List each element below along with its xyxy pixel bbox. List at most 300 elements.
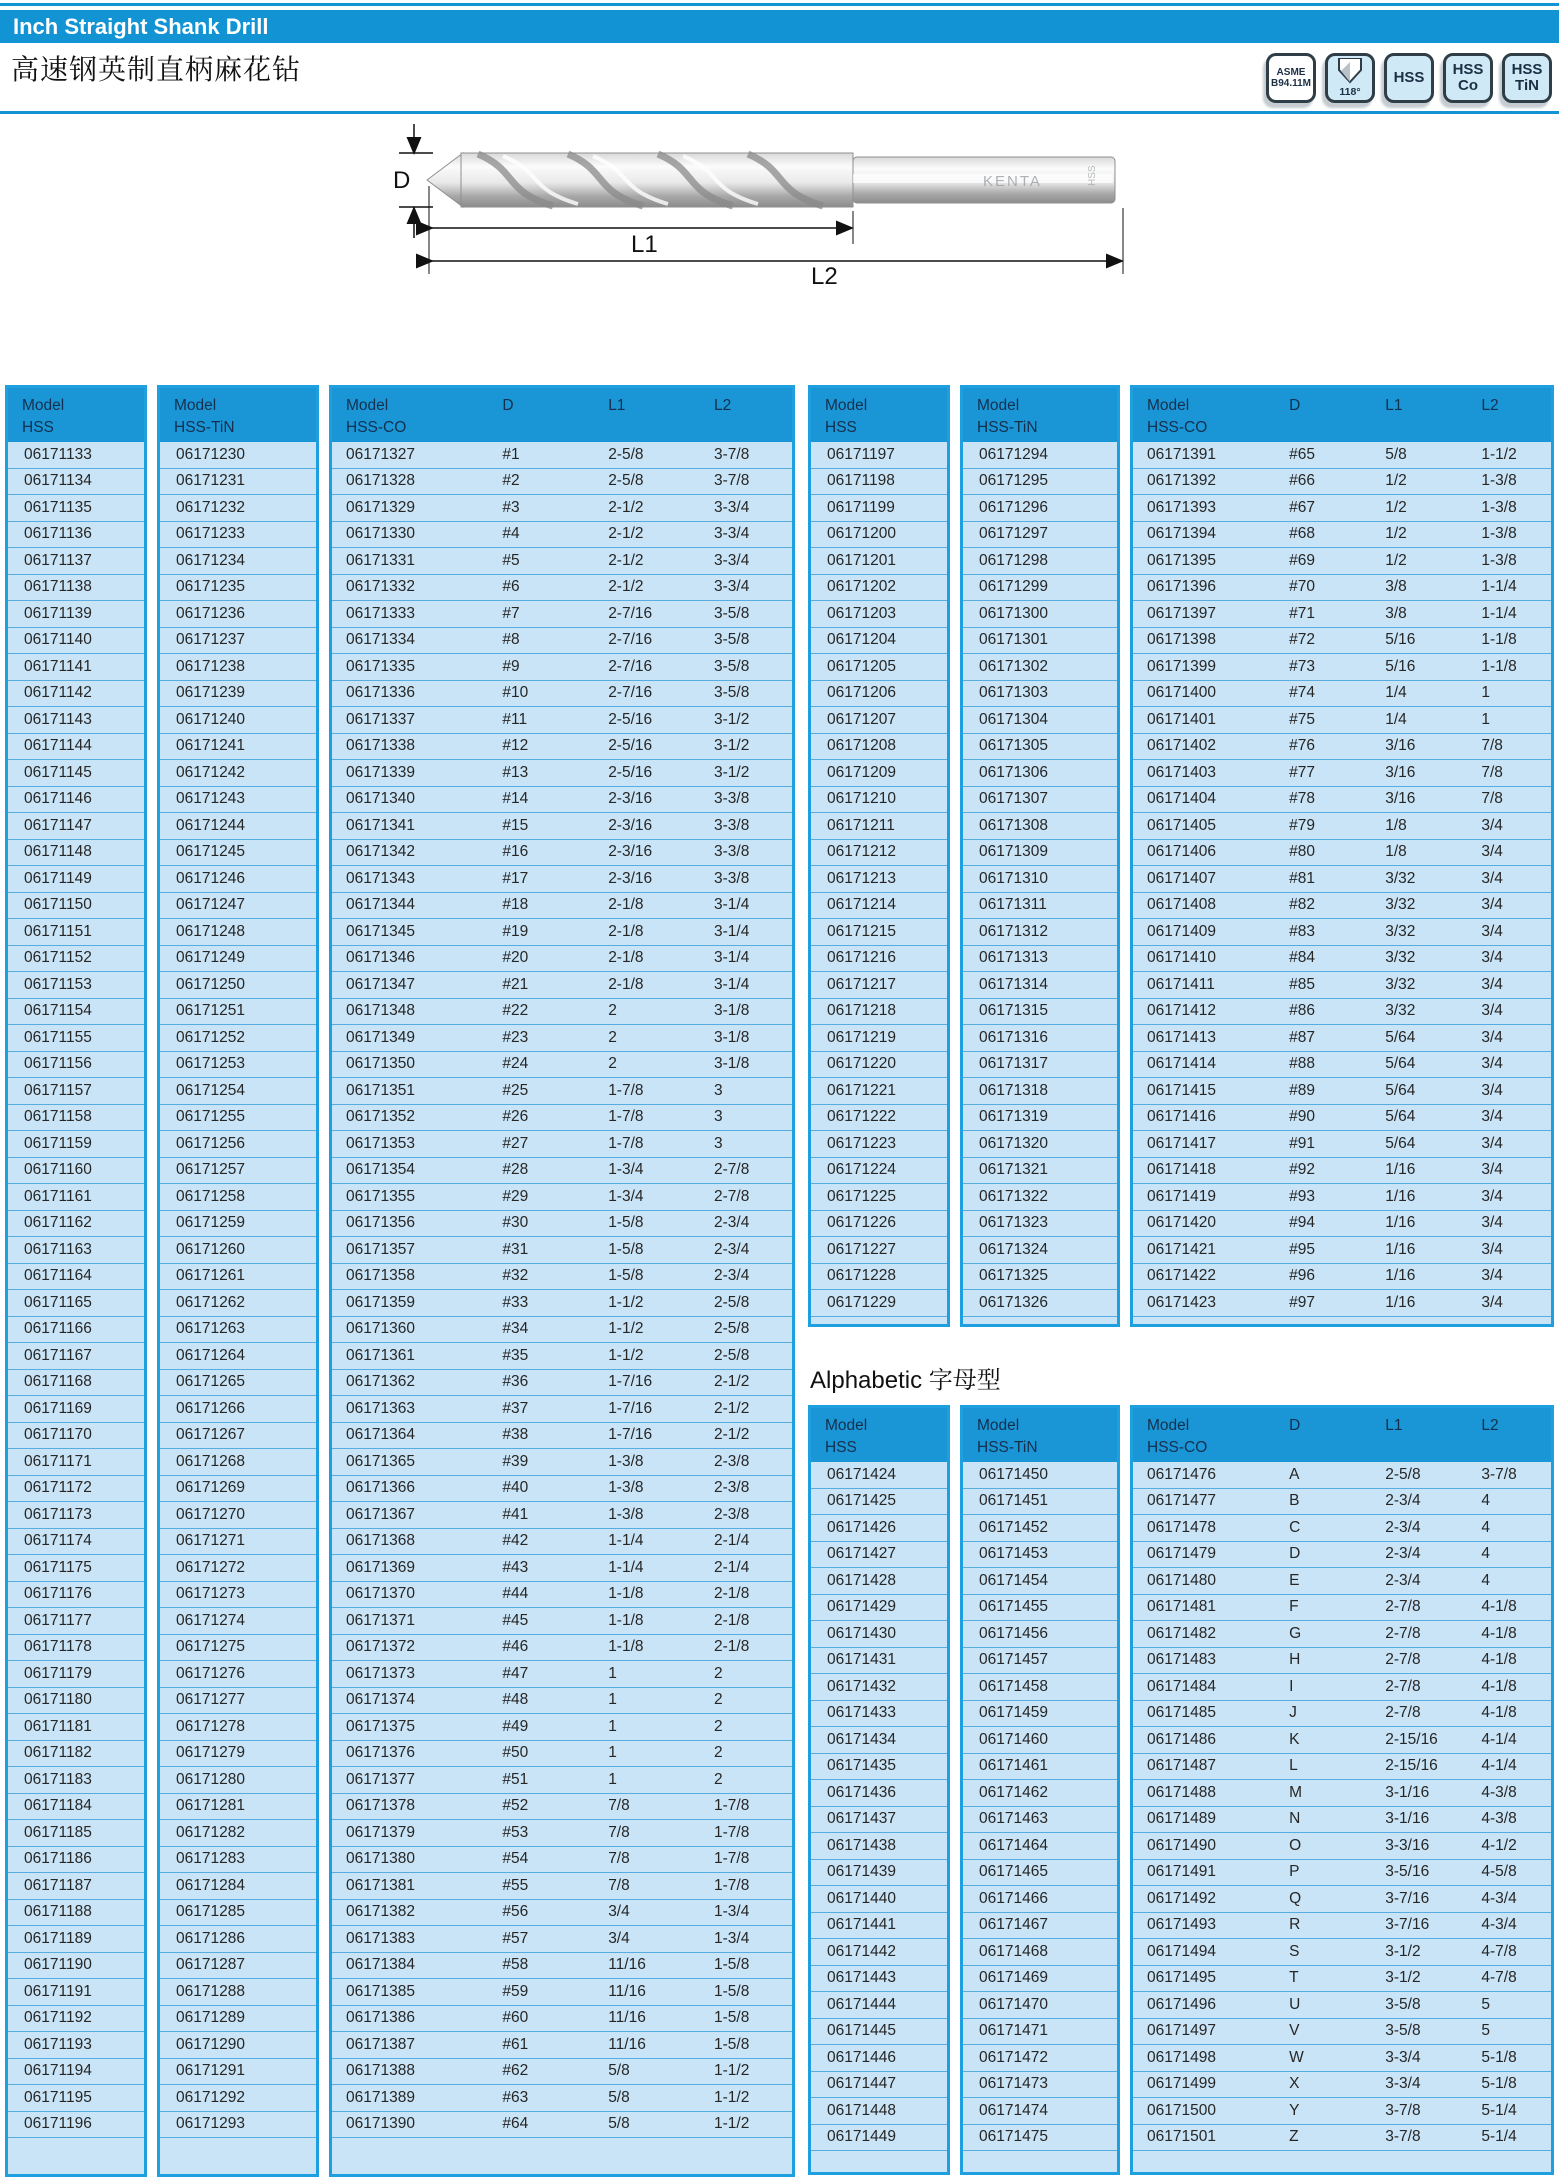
table-cell: S — [1289, 1942, 1300, 1960]
table-cell: 06171398 — [1147, 631, 1216, 649]
table-row — [332, 866, 792, 893]
table-cell: 06171428 — [827, 1571, 896, 1589]
table-cell: #8 — [502, 631, 520, 649]
table-cell: 06171246 — [176, 869, 245, 887]
wire-gauge-table-right — [808, 385, 1554, 1327]
table-cell: #61 — [502, 2035, 529, 2053]
table-cell: 06171413 — [1147, 1028, 1216, 1046]
table-cell: 06171498 — [1147, 2048, 1216, 2066]
table-row — [1133, 866, 1551, 893]
table-cell: 06171184 — [24, 1797, 92, 1815]
table-cell: 2-7/8 — [1385, 1598, 1421, 1616]
table-row — [160, 1237, 316, 1264]
table-cell: 06171225 — [827, 1187, 896, 1205]
table-row — [8, 1688, 144, 1715]
table-row — [332, 628, 792, 655]
table-cell: 06171484 — [1147, 1677, 1216, 1695]
table-cell: 06171163 — [24, 1240, 92, 1258]
table-row — [811, 999, 947, 1026]
table-row — [963, 2072, 1117, 2099]
table-row — [332, 442, 792, 469]
table-cell: 2-3/16 — [608, 790, 653, 808]
table-cell: 06171148 — [24, 843, 92, 861]
table-row — [332, 1317, 792, 1344]
table-cell: 2-3/8 — [713, 1452, 750, 1470]
table-row — [1133, 1515, 1551, 1542]
table-cell: 3-5/8 — [713, 604, 750, 622]
table-cell: 06171286 — [176, 1929, 245, 1947]
shank-marking: KENTA — [983, 173, 1042, 190]
table-row — [332, 946, 792, 973]
shank-marking-2: HSS — [1087, 165, 1098, 186]
table-cell: 3-5/16 — [1385, 1863, 1430, 1881]
table-row — [160, 681, 316, 708]
table-cell: 06171437 — [827, 1810, 896, 1828]
table-row — [1133, 787, 1551, 814]
table-cell: 06171273 — [176, 1585, 245, 1603]
table-row — [811, 1621, 947, 1648]
table-row — [8, 654, 144, 681]
table-cell: 5/16 — [1385, 631, 1416, 649]
table-cell: 1-7/16 — [608, 1373, 653, 1391]
table-cell: U — [1289, 1995, 1301, 2013]
table-cell: 06171423 — [1147, 1293, 1216, 1311]
table-cell: #80 — [1289, 843, 1315, 861]
table-cell: 3-1/4 — [713, 896, 750, 914]
table-cell: 3-3/4 — [713, 498, 750, 516]
table-cell: 1/2 — [1385, 551, 1407, 569]
table-cell: 06171329 — [346, 498, 415, 516]
table-cell: #23 — [502, 1028, 529, 1046]
table-cell: 06171209 — [827, 763, 896, 781]
table-row — [1133, 1105, 1551, 1132]
table-row — [332, 972, 792, 999]
table-row — [811, 2072, 947, 2099]
table-cell: 06171137 — [24, 551, 92, 569]
table-cell: 3-1/16 — [1385, 1810, 1430, 1828]
table-cell: 06171453 — [979, 1545, 1048, 1563]
table-cell: 2-3/8 — [713, 1505, 750, 1523]
table-row — [1133, 1674, 1551, 1701]
table-cell: 06171150 — [24, 896, 92, 914]
table-cell: #70 — [1289, 578, 1315, 596]
table-row — [811, 1860, 947, 1887]
table-row — [811, 1515, 947, 1542]
table-cell: 06171243 — [176, 790, 245, 808]
table-row — [8, 813, 144, 840]
table-row — [811, 707, 947, 734]
table-row — [811, 2125, 947, 2152]
table-row — [1133, 442, 1551, 469]
table-cell: 2-7/16 — [608, 604, 653, 622]
table-cell: 06171138 — [24, 578, 92, 596]
table-row — [8, 787, 144, 814]
table-cell: 3/4 — [1481, 975, 1503, 993]
table-cell: #36 — [502, 1373, 529, 1391]
table-row — [963, 628, 1117, 655]
table-cell: #73 — [1289, 657, 1315, 675]
table-row — [8, 1714, 144, 1741]
table-cell: 06171444 — [827, 1995, 896, 2013]
table-cell: 06171190 — [24, 1956, 92, 1974]
table-cell: 06171363 — [346, 1399, 415, 1417]
table-row — [963, 1807, 1117, 1834]
table-cell: 06171330 — [346, 525, 415, 543]
table-cell: 2-5/8 — [608, 445, 644, 463]
table-row — [8, 1555, 144, 1582]
table-cell: 3/16 — [1385, 737, 1416, 755]
table-row — [811, 601, 947, 628]
table-cell: #6 — [502, 578, 520, 596]
table-cell: 06171383 — [346, 1929, 415, 1947]
table-cell: 06171275 — [176, 1638, 245, 1656]
table-cell: C — [1289, 1518, 1301, 1536]
table-cell: 3/4 — [1481, 1240, 1503, 1258]
table-cell: 06171461 — [979, 1757, 1048, 1775]
table-row — [1133, 1807, 1551, 1834]
table-row — [160, 1688, 316, 1715]
column-header: Model D L1 L2 HSS-CO — [332, 388, 792, 442]
table-row — [963, 1025, 1117, 1052]
table-cell: 06171153 — [24, 975, 92, 993]
table-cell: 1-3/8 — [608, 1452, 644, 1470]
table-cell: 2-1/2 — [608, 498, 644, 516]
table-row — [963, 919, 1117, 946]
table-row — [811, 1992, 947, 2019]
table-cell: B — [1289, 1492, 1300, 1510]
table-cell: 06171263 — [176, 1320, 245, 1338]
table-cell: 06171478 — [1147, 1518, 1216, 1536]
table-row — [332, 760, 792, 787]
table-cell: 2-1/8 — [608, 949, 644, 967]
table-row — [160, 469, 316, 496]
table-cell: 2-5/16 — [608, 763, 653, 781]
table-row — [160, 1184, 316, 1211]
table-cell: 06171147 — [24, 816, 92, 834]
table-cell: 3/4 — [1481, 1108, 1503, 1126]
table-cell: 06171407 — [1147, 869, 1216, 887]
table-row — [332, 1847, 792, 1874]
table-row — [8, 866, 144, 893]
table-cell: 06171446 — [827, 2048, 896, 2066]
table-cell: 06171155 — [24, 1028, 92, 1046]
table-cell: 06171293 — [176, 2115, 245, 2133]
table-cell: 06171202 — [827, 578, 896, 596]
table-cell: 06171323 — [979, 1214, 1048, 1232]
table-cell: #35 — [502, 1346, 529, 1364]
table-cell: 06171429 — [827, 1598, 896, 1616]
table-cell: 06171390 — [346, 2115, 415, 2133]
table-cell: 06171321 — [979, 1161, 1048, 1179]
table-cell: 06171238 — [176, 657, 245, 675]
table-cell: 06171291 — [176, 2062, 245, 2080]
table-row — [332, 1714, 792, 1741]
table-cell: 06171406 — [1147, 843, 1216, 861]
table-row — [811, 1025, 947, 1052]
table-row — [8, 2059, 144, 2086]
table-cell: 06171485 — [1147, 1704, 1216, 1722]
table-cell: #90 — [1289, 1108, 1315, 1126]
table-cell: 1-5/8 — [608, 1267, 644, 1285]
table-cell: #83 — [1289, 922, 1315, 940]
table-cell: 3-1/2 — [1385, 1969, 1421, 1987]
table-cell: 1-3/8 — [608, 1505, 644, 1523]
table-row — [8, 999, 144, 1026]
table-cell: 1-3/8 — [1481, 498, 1517, 516]
table-cell: 7/8 — [1481, 763, 1503, 781]
table-cell: 06171476 — [1147, 1465, 1216, 1483]
table-cell: 06171217 — [827, 975, 896, 993]
table-row — [8, 919, 144, 946]
table-cell: 06171269 — [176, 1479, 245, 1497]
table-cell: 06171196 — [24, 2115, 92, 2133]
table-cell: 2 — [713, 1664, 723, 1682]
table-row — [811, 1595, 947, 1622]
table-row — [1133, 2125, 1551, 2152]
table-row — [8, 1052, 144, 1079]
hss-badge — [1384, 53, 1434, 103]
table-row — [8, 707, 144, 734]
table-cell: #64 — [502, 2115, 529, 2133]
spec-badges — [1266, 53, 1552, 103]
table-cell: 1-5/8 — [713, 2035, 750, 2053]
table-cell: 06171339 — [346, 763, 415, 781]
table-cell: 06171262 — [176, 1293, 245, 1311]
table-cell: 1-1/2 — [608, 1346, 644, 1364]
table-row — [332, 1767, 792, 1794]
table-row — [8, 1582, 144, 1609]
table-cell: 3-1/2 — [713, 737, 750, 755]
table-row — [160, 1529, 316, 1556]
table-cell: #53 — [502, 1823, 529, 1841]
table-row — [160, 1502, 316, 1529]
table-cell: 06171395 — [1147, 551, 1216, 569]
table-cell: 7/8 — [1481, 790, 1503, 808]
table-row — [160, 1820, 316, 1847]
table-cell: 3-7/8 — [1385, 2101, 1421, 2119]
table-cell: 06171172 — [24, 1479, 92, 1497]
table-cell: 1-7/8 — [713, 1850, 750, 1868]
table-cell: 06171230 — [176, 445, 245, 463]
table-row — [1133, 2098, 1551, 2125]
table-row — [811, 469, 947, 496]
table-cell: 06171414 — [1147, 1055, 1216, 1073]
table-cell: 06171351 — [346, 1081, 415, 1099]
l2-label: L2 — [811, 263, 838, 288]
table-row — [332, 1820, 792, 1847]
table-cell: 06171213 — [827, 869, 896, 887]
table-cell: 06171357 — [346, 1240, 415, 1258]
table-cell: #39 — [502, 1452, 529, 1470]
table-cell: 06171159 — [24, 1134, 92, 1152]
table-row — [332, 522, 792, 549]
table-cell: 4-7/8 — [1481, 1969, 1517, 1987]
table-row — [160, 1078, 316, 1105]
table-row — [160, 760, 316, 787]
table-cell: 06171192 — [24, 2009, 92, 2027]
table-cell: 06171313 — [979, 949, 1048, 967]
table-cell: 1-7/8 — [713, 1823, 750, 1841]
table-row — [8, 522, 144, 549]
table-cell: 1-1/8 — [608, 1638, 644, 1656]
table-cell: #21 — [502, 975, 529, 993]
table-row — [811, 1078, 947, 1105]
table-cell: 3-3/8 — [713, 869, 750, 887]
alphabetic-section-heading: Alphabetic 字母型 — [810, 1367, 1001, 1394]
table-cell: 06171418 — [1147, 1161, 1216, 1179]
table-cell: 06171296 — [979, 498, 1048, 516]
table-cell: 06171234 — [176, 551, 245, 569]
table-row — [160, 972, 316, 999]
table-row — [1133, 707, 1551, 734]
table-cell: #95 — [1289, 1240, 1315, 1258]
table-row — [332, 999, 792, 1026]
table-cell: 06171344 — [346, 896, 415, 914]
table-row — [963, 1568, 1117, 1595]
table-cell: 06171334 — [346, 631, 415, 649]
table-cell: 06171135 — [24, 498, 92, 516]
table-row — [8, 1635, 144, 1662]
table-row — [332, 1502, 792, 1529]
table-cell: 2-5/8 — [713, 1346, 750, 1364]
table-cell: 06171311 — [979, 896, 1047, 914]
table-row — [963, 866, 1117, 893]
table-row — [1133, 1992, 1551, 2019]
table-cell: 06171175 — [24, 1558, 92, 1576]
table-cell: 1-3/4 — [713, 1903, 750, 1921]
table-cell: #68 — [1289, 525, 1315, 543]
table-cell: 06171373 — [346, 1664, 415, 1682]
table-row — [8, 601, 144, 628]
table-cell: #43 — [502, 1558, 529, 1576]
table-cell: #71 — [1289, 604, 1315, 622]
table-cell: #49 — [502, 1717, 529, 1735]
table-row — [160, 2085, 316, 2112]
table-cell: 06171333 — [346, 604, 415, 622]
table-cell: 06171188 — [24, 1903, 92, 1921]
table-row — [1133, 548, 1551, 575]
table-cell: 1-1/2 — [1481, 445, 1517, 463]
table-cell: 06171164 — [24, 1267, 92, 1285]
table-cell: 06171375 — [346, 1717, 415, 1735]
table-row — [332, 1476, 792, 1503]
table-cell: L — [1289, 1757, 1298, 1775]
table-row — [160, 1741, 316, 1768]
table-cell: 06171445 — [827, 2022, 896, 2040]
table-cell: 3/4 — [1481, 1161, 1503, 1179]
table-row — [332, 2059, 792, 2086]
table-cell: 1-1/8 — [1481, 657, 1517, 675]
table-cell: 06171178 — [24, 1638, 92, 1656]
table-row — [1133, 1886, 1551, 1913]
table-cell: 06171316 — [979, 1028, 1048, 1046]
table-cell: 2-3/4 — [713, 1267, 750, 1285]
table-cell: 06171361 — [346, 1346, 415, 1364]
table-cell: 3/4 — [1481, 869, 1503, 887]
table-row — [811, 1489, 947, 1516]
table-row — [332, 1582, 792, 1609]
table-row — [8, 1476, 144, 1503]
table-row — [963, 1966, 1117, 1993]
table-cell: 06171439 — [827, 1863, 896, 1881]
table-cell: 3-3/8 — [713, 843, 750, 861]
table-cell: 06171257 — [176, 1161, 245, 1179]
table-row — [1133, 1131, 1551, 1158]
table-cell: 06171201 — [827, 551, 896, 569]
table-cell: 06171227 — [827, 1240, 896, 1258]
table-cell: 06171440 — [827, 1889, 896, 1907]
table-row — [1133, 1290, 1551, 1317]
table-cell: 3/4 — [1481, 1055, 1503, 1073]
table-cell: 06171343 — [346, 869, 415, 887]
table-row — [160, 787, 316, 814]
table-row — [332, 681, 792, 708]
table-cell: #26 — [502, 1108, 529, 1126]
table-row — [811, 1674, 947, 1701]
table-row — [160, 1131, 316, 1158]
table-row — [332, 1900, 792, 1927]
table-cell: 06171189 — [24, 1929, 92, 1947]
table-cell: 06171274 — [176, 1611, 245, 1629]
table-cell: 06171500 — [1147, 2101, 1216, 2119]
table-cell: 06171416 — [1147, 1108, 1216, 1126]
table-cell: 06171146 — [24, 790, 92, 808]
table-cell: 06171158 — [24, 1108, 92, 1126]
table-cell: #19 — [502, 922, 529, 940]
table-cell: #97 — [1289, 1293, 1315, 1311]
table-row — [1133, 813, 1551, 840]
table-cell: 06171473 — [979, 2075, 1048, 2093]
table-cell: 06171368 — [346, 1532, 415, 1550]
table-row — [8, 1343, 144, 1370]
table-row — [963, 1131, 1117, 1158]
table-cell: 2-7/8 — [1385, 1651, 1421, 1669]
table-row — [8, 1449, 144, 1476]
table-cell: #58 — [502, 1956, 529, 1974]
table-row — [332, 575, 792, 602]
table-cell: 06171412 — [1147, 1002, 1216, 1020]
table-cell: 06171134 — [24, 472, 92, 490]
table-row — [160, 1449, 316, 1476]
table-row — [8, 681, 144, 708]
table-row — [332, 1979, 792, 2006]
table-row — [8, 1900, 144, 1927]
table-cell: 06171389 — [346, 2088, 415, 2106]
table-cell: 06171181 — [24, 1717, 92, 1735]
table-row — [332, 495, 792, 522]
table-row — [1133, 1237, 1551, 1264]
table-cell: 06171160 — [24, 1161, 92, 1179]
table-cell: 06171319 — [979, 1108, 1048, 1126]
table-cell: 3-3/4 — [1385, 2075, 1421, 2093]
table-cell: 06171149 — [24, 869, 92, 887]
d-label: D — [393, 167, 411, 194]
table-cell: 3-1/2 — [1385, 1942, 1421, 1960]
table-cell: 06171141 — [24, 657, 92, 675]
table-cell: 06171193 — [24, 2035, 92, 2053]
table-row — [8, 628, 144, 655]
table-row — [963, 495, 1117, 522]
table-cell: 1/4 — [1385, 684, 1407, 702]
table-cell: 06171168 — [24, 1373, 92, 1391]
table-cell: 06171235 — [176, 578, 245, 596]
table-cell: 4-3/4 — [1481, 1889, 1517, 1907]
table-cell: 1-7/16 — [608, 1426, 653, 1444]
table-row — [160, 2059, 316, 2086]
table-row — [8, 1105, 144, 1132]
table-cell: 06171292 — [176, 2088, 245, 2106]
table-row — [963, 1727, 1117, 1754]
